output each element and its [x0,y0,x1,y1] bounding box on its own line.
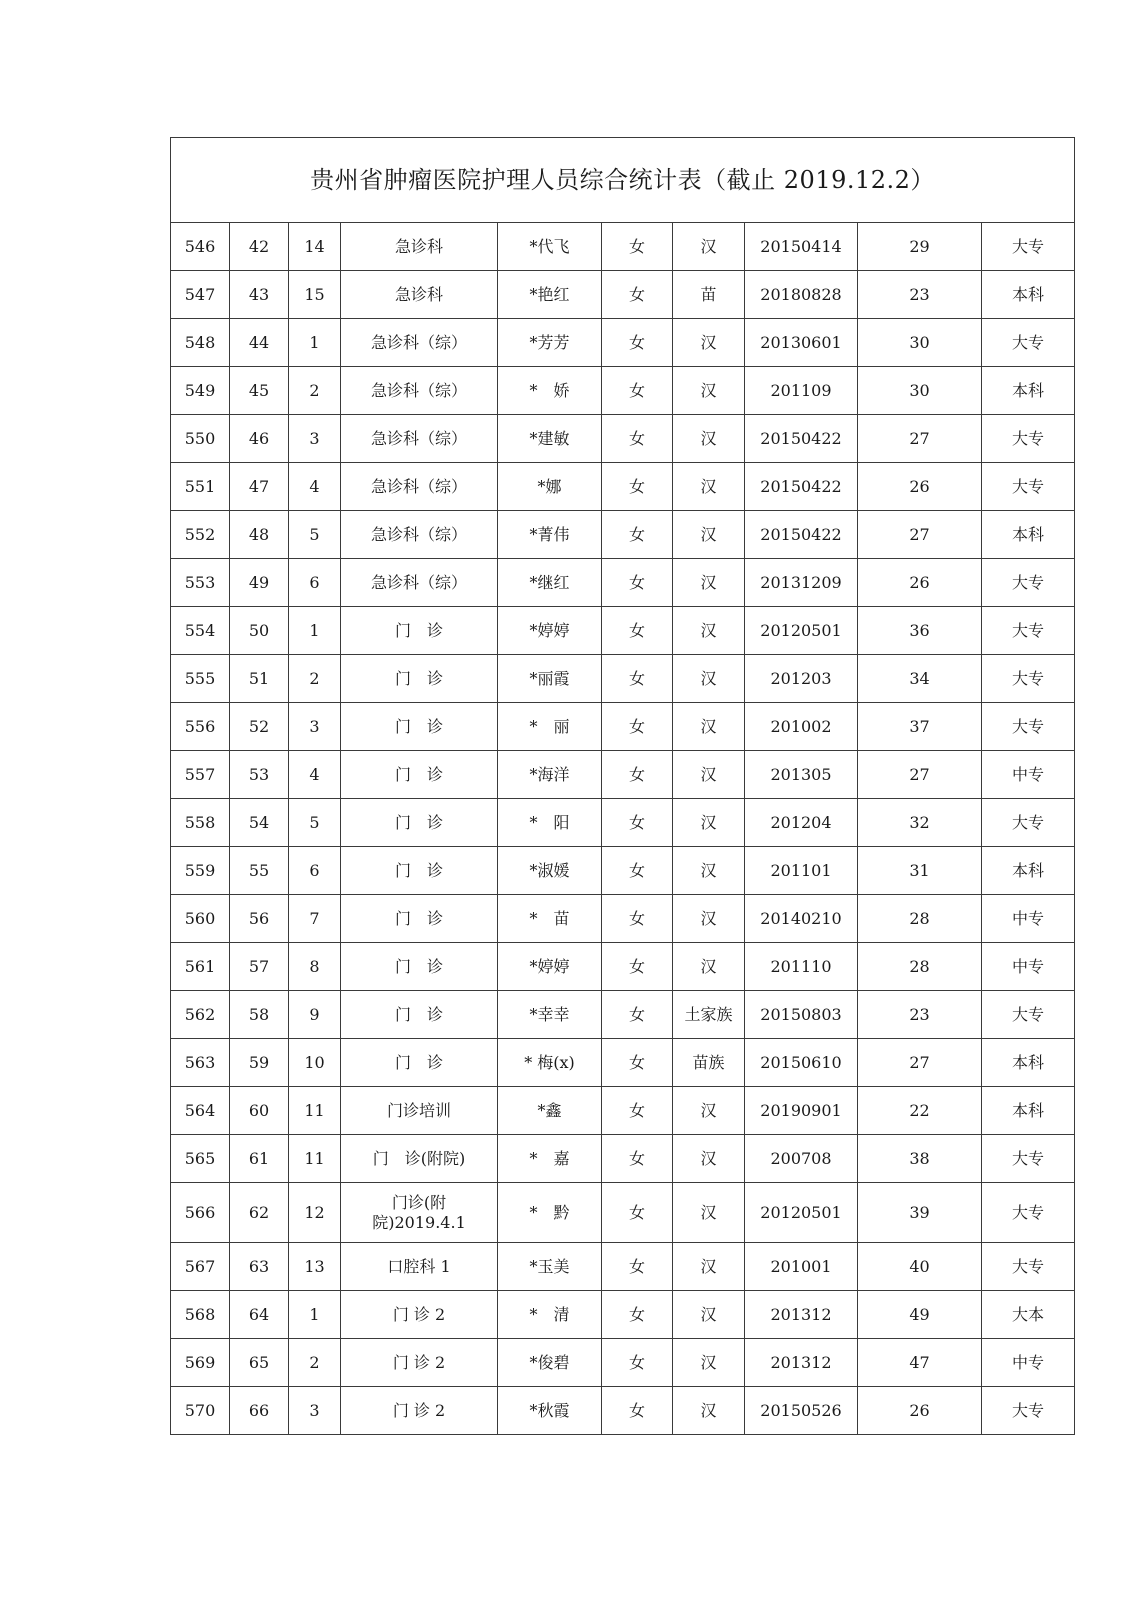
dept-number-cell: 9 [289,991,341,1039]
sub-number-cell: 61 [230,1135,289,1183]
education-cell: 大专 [982,1183,1075,1243]
sub-number-cell: 48 [230,511,289,559]
department-cell: 门 诊 2 [341,1387,498,1435]
age-cell: 30 [858,367,982,415]
education-cell: 大专 [982,607,1075,655]
gender-cell: 女 [602,1087,673,1135]
gender-cell: 女 [602,271,673,319]
department-cell: 门 诊 [341,655,498,703]
row-number-cell: 553 [171,559,230,607]
education-cell: 中专 [982,751,1075,799]
start-date-cell: 20120501 [745,1183,858,1243]
education-cell: 中专 [982,943,1075,991]
dept-number-cell: 11 [289,1135,341,1183]
row-number-cell: 546 [171,223,230,271]
table-row [171,703,1075,751]
sub-number-cell: 66 [230,1387,289,1435]
age-cell: 27 [858,1039,982,1087]
age-cell: 28 [858,895,982,943]
name-cell: * 阳 [498,799,602,847]
name-cell: *艳红 [498,271,602,319]
dept-number-cell: 2 [289,367,341,415]
row-number-cell: 557 [171,751,230,799]
name-cell: * 丽 [498,703,602,751]
education-cell: 中专 [982,1339,1075,1387]
table-row [171,271,1075,319]
dept-number-cell: 11 [289,1087,341,1135]
gender-cell: 女 [602,1339,673,1387]
row-number-cell: 564 [171,1087,230,1135]
sub-number-cell: 64 [230,1291,289,1339]
start-date-cell: 20190901 [745,1087,858,1135]
row-number-cell: 551 [171,463,230,511]
sub-number-cell: 42 [230,223,289,271]
row-number-cell: 548 [171,319,230,367]
table-row [171,1339,1075,1387]
age-cell: 27 [858,751,982,799]
table-row [171,1243,1075,1291]
ethnicity-cell: 汉 [673,1387,745,1435]
ethnicity-cell: 汉 [673,463,745,511]
gender-cell: 女 [602,1039,673,1087]
age-cell: 38 [858,1135,982,1183]
name-cell: *娜 [498,463,602,511]
department-cell: 门 诊 [341,991,498,1039]
department-cell: 门 诊 [341,1039,498,1087]
name-cell: *婷婷 [498,607,602,655]
row-number-cell: 565 [171,1135,230,1183]
department-cell: 门 诊 [341,895,498,943]
table-row [171,1087,1075,1135]
row-number-cell: 563 [171,1039,230,1087]
dept-number-cell: 8 [289,943,341,991]
table-row [171,1183,1075,1243]
education-cell: 大专 [982,559,1075,607]
age-cell: 22 [858,1087,982,1135]
dept-number-cell: 14 [289,223,341,271]
dept-number-cell: 6 [289,847,341,895]
gender-cell: 女 [602,751,673,799]
table-row [171,559,1075,607]
education-cell: 大专 [982,319,1075,367]
sub-number-cell: 59 [230,1039,289,1087]
table-row [171,367,1075,415]
department-cell: 门 诊 [341,799,498,847]
education-cell: 大专 [982,223,1075,271]
start-date-cell: 201109 [745,367,858,415]
name-cell: *丽霞 [498,655,602,703]
start-date-cell: 201002 [745,703,858,751]
ethnicity-cell: 汉 [673,319,745,367]
age-cell: 47 [858,1339,982,1387]
staff-table [170,137,1075,1435]
department-cell: 急诊科（综） [341,415,498,463]
ethnicity-cell: 汉 [673,847,745,895]
start-date-cell: 20131209 [745,559,858,607]
row-number-cell: 552 [171,511,230,559]
department-cell: 急诊科（综） [341,367,498,415]
start-date-cell: 201204 [745,799,858,847]
education-cell: 本科 [982,1087,1075,1135]
age-cell: 27 [858,511,982,559]
start-date-cell: 20140210 [745,895,858,943]
ethnicity-cell: 汉 [673,751,745,799]
age-cell: 26 [858,1387,982,1435]
dept-number-cell: 5 [289,799,341,847]
row-number-cell: 561 [171,943,230,991]
education-cell: 大专 [982,1243,1075,1291]
sub-number-cell: 44 [230,319,289,367]
department-cell: 门 诊 [341,751,498,799]
sub-number-cell: 52 [230,703,289,751]
dept-number-cell: 1 [289,1291,341,1339]
ethnicity-cell: 汉 [673,607,745,655]
name-cell: *鑫 [498,1087,602,1135]
name-cell: *海洋 [498,751,602,799]
gender-cell: 女 [602,1183,673,1243]
table-row [171,223,1075,271]
age-cell: 23 [858,991,982,1039]
name-cell: * 黔 [498,1183,602,1243]
name-cell: *秋霞 [498,1387,602,1435]
row-number-cell: 560 [171,895,230,943]
gender-cell: 女 [602,1243,673,1291]
ethnicity-cell: 汉 [673,655,745,703]
table-row [171,751,1075,799]
start-date-cell: 201312 [745,1291,858,1339]
age-cell: 28 [858,943,982,991]
dept-number-cell: 3 [289,1387,341,1435]
gender-cell: 女 [602,607,673,655]
start-date-cell: 20150610 [745,1039,858,1087]
ethnicity-cell: 汉 [673,703,745,751]
department-cell: 门 诊 [341,847,498,895]
education-cell: 本科 [982,367,1075,415]
sub-number-cell: 60 [230,1087,289,1135]
table-row [171,319,1075,367]
row-number-cell: 554 [171,607,230,655]
sub-number-cell: 51 [230,655,289,703]
dept-number-cell: 12 [289,1183,341,1243]
start-date-cell: 201203 [745,655,858,703]
sub-number-cell: 58 [230,991,289,1039]
name-cell: *淑媛 [498,847,602,895]
department-cell: 门 诊 2 [341,1339,498,1387]
sub-number-cell: 43 [230,271,289,319]
department-cell: 急诊科（综） [341,511,498,559]
start-date-cell: 201001 [745,1243,858,1291]
sub-number-cell: 45 [230,367,289,415]
age-cell: 31 [858,847,982,895]
row-number-cell: 550 [171,415,230,463]
sub-number-cell: 47 [230,463,289,511]
ethnicity-cell: 汉 [673,415,745,463]
name-cell: *建敏 [498,415,602,463]
age-cell: 37 [858,703,982,751]
gender-cell: 女 [602,559,673,607]
row-number-cell: 562 [171,991,230,1039]
start-date-cell: 201101 [745,847,858,895]
name-cell: * 嘉 [498,1135,602,1183]
department-cell: 急诊科（综） [341,559,498,607]
gender-cell: 女 [602,1291,673,1339]
table-row [171,655,1075,703]
row-number-cell: 547 [171,271,230,319]
ethnicity-cell: 汉 [673,223,745,271]
name-cell: *俊碧 [498,1339,602,1387]
education-cell: 大本 [982,1291,1075,1339]
sub-number-cell: 62 [230,1183,289,1243]
education-cell: 大专 [982,463,1075,511]
dept-number-cell: 4 [289,751,341,799]
name-cell: *幸幸 [498,991,602,1039]
gender-cell: 女 [602,463,673,511]
age-cell: 32 [858,799,982,847]
ethnicity-cell: 汉 [673,1291,745,1339]
department-cell: 门诊培训 [341,1087,498,1135]
row-number-cell: 555 [171,655,230,703]
ethnicity-cell: 汉 [673,895,745,943]
ethnicity-cell: 汉 [673,943,745,991]
gender-cell: 女 [602,895,673,943]
start-date-cell: 201312 [745,1339,858,1387]
ethnicity-cell: 苗族 [673,1039,745,1087]
gender-cell: 女 [602,655,673,703]
education-cell: 大专 [982,1387,1075,1435]
name-cell: * 娇 [498,367,602,415]
sub-number-cell: 63 [230,1243,289,1291]
sub-number-cell: 55 [230,847,289,895]
ethnicity-cell: 汉 [673,1339,745,1387]
age-cell: 26 [858,463,982,511]
age-cell: 36 [858,607,982,655]
gender-cell: 女 [602,319,673,367]
dept-number-cell: 4 [289,463,341,511]
start-date-cell: 20150803 [745,991,858,1039]
start-date-cell: 20130601 [745,319,858,367]
ethnicity-cell: 汉 [673,1135,745,1183]
start-date-cell: 201110 [745,943,858,991]
table-row [171,991,1075,1039]
table-row [171,895,1075,943]
education-cell: 大专 [982,1135,1075,1183]
department-cell: 口腔科 1 [341,1243,498,1291]
ethnicity-cell: 汉 [673,1183,745,1243]
dept-number-cell: 6 [289,559,341,607]
dept-number-cell: 15 [289,271,341,319]
start-date-cell: 200708 [745,1135,858,1183]
table-row [171,1039,1075,1087]
table-row [171,1291,1075,1339]
table-row [171,799,1075,847]
education-cell: 中专 [982,895,1075,943]
name-cell: *菁伟 [498,511,602,559]
age-cell: 34 [858,655,982,703]
sub-number-cell: 46 [230,415,289,463]
dept-number-cell: 3 [289,415,341,463]
education-cell: 大专 [982,415,1075,463]
education-cell: 大专 [982,655,1075,703]
sub-number-cell: 54 [230,799,289,847]
sub-number-cell: 56 [230,895,289,943]
dept-number-cell: 1 [289,319,341,367]
department-cell: 门 诊 2 [341,1291,498,1339]
table-row [171,847,1075,895]
name-cell: *继红 [498,559,602,607]
dept-number-cell: 10 [289,1039,341,1087]
gender-cell: 女 [602,943,673,991]
start-date-cell: 201305 [745,751,858,799]
education-cell: 大专 [982,991,1075,1039]
table-row [171,463,1075,511]
table-row [171,1387,1075,1435]
row-number-cell: 569 [171,1339,230,1387]
start-date-cell: 20150422 [745,511,858,559]
gender-cell: 女 [602,703,673,751]
name-cell: *代飞 [498,223,602,271]
start-date-cell: 20150422 [745,415,858,463]
age-cell: 27 [858,415,982,463]
ethnicity-cell: 汉 [673,559,745,607]
ethnicity-cell: 汉 [673,367,745,415]
name-cell: * 苗 [498,895,602,943]
table-row [171,1135,1075,1183]
row-number-cell: 566 [171,1183,230,1243]
table-row [171,607,1075,655]
table-row [171,943,1075,991]
name-cell: * 清 [498,1291,602,1339]
education-cell: 本科 [982,271,1075,319]
dept-number-cell: 3 [289,703,341,751]
sub-number-cell: 53 [230,751,289,799]
row-number-cell: 556 [171,703,230,751]
dept-number-cell: 7 [289,895,341,943]
ethnicity-cell: 土家族 [673,991,745,1039]
ethnicity-cell: 汉 [673,1243,745,1291]
age-cell: 29 [858,223,982,271]
table-title: 贵州省肿瘤医院护理人员综合统计表（截止 2019.12.2） [171,138,1075,223]
name-cell: *玉美 [498,1243,602,1291]
dept-number-cell: 13 [289,1243,341,1291]
ethnicity-cell: 汉 [673,799,745,847]
gender-cell: 女 [602,1135,673,1183]
age-cell: 23 [858,271,982,319]
name-cell: *芳芳 [498,319,602,367]
row-number-cell: 559 [171,847,230,895]
start-date-cell: 20150526 [745,1387,858,1435]
title-row [171,138,1075,223]
department-cell: 急诊科 [341,271,498,319]
department-cell: 急诊科（综） [341,463,498,511]
education-cell: 大专 [982,799,1075,847]
row-number-cell: 558 [171,799,230,847]
age-cell: 39 [858,1183,982,1243]
department-cell: 门 诊 [341,607,498,655]
age-cell: 26 [858,559,982,607]
age-cell: 30 [858,319,982,367]
start-date-cell: 20120501 [745,607,858,655]
row-number-cell: 570 [171,1387,230,1435]
department-cell: 急诊科（综） [341,319,498,367]
gender-cell: 女 [602,991,673,1039]
dept-number-cell: 1 [289,607,341,655]
department-cell: 门 诊(附院) [341,1135,498,1183]
start-date-cell: 20150414 [745,223,858,271]
education-cell: 本科 [982,511,1075,559]
gender-cell: 女 [602,799,673,847]
table-row [171,415,1075,463]
department-cell: 门 诊 [341,943,498,991]
age-cell: 40 [858,1243,982,1291]
dept-number-cell: 2 [289,1339,341,1387]
ethnicity-cell: 苗 [673,271,745,319]
gender-cell: 女 [602,1387,673,1435]
row-number-cell: 568 [171,1291,230,1339]
table-row [171,511,1075,559]
gender-cell: 女 [602,511,673,559]
name-cell: * 梅(x) [498,1039,602,1087]
gender-cell: 女 [602,847,673,895]
education-cell: 本科 [982,1039,1075,1087]
gender-cell: 女 [602,223,673,271]
education-cell: 本科 [982,847,1075,895]
sub-number-cell: 65 [230,1339,289,1387]
sub-number-cell: 50 [230,607,289,655]
department-cell: 急诊科 [341,223,498,271]
row-number-cell: 549 [171,367,230,415]
department-cell: 门诊(附 院)2019.4.1 [341,1183,498,1243]
ethnicity-cell: 汉 [673,511,745,559]
name-cell: *婷婷 [498,943,602,991]
row-number-cell: 567 [171,1243,230,1291]
gender-cell: 女 [602,367,673,415]
dept-number-cell: 5 [289,511,341,559]
table-body [171,223,1075,1435]
sub-number-cell: 57 [230,943,289,991]
gender-cell: 女 [602,415,673,463]
sub-number-cell: 49 [230,559,289,607]
education-cell: 大专 [982,703,1075,751]
start-date-cell: 20150422 [745,463,858,511]
dept-number-cell: 2 [289,655,341,703]
age-cell: 49 [858,1291,982,1339]
department-cell: 门 诊 [341,703,498,751]
start-date-cell: 20180828 [745,271,858,319]
ethnicity-cell: 汉 [673,1087,745,1135]
